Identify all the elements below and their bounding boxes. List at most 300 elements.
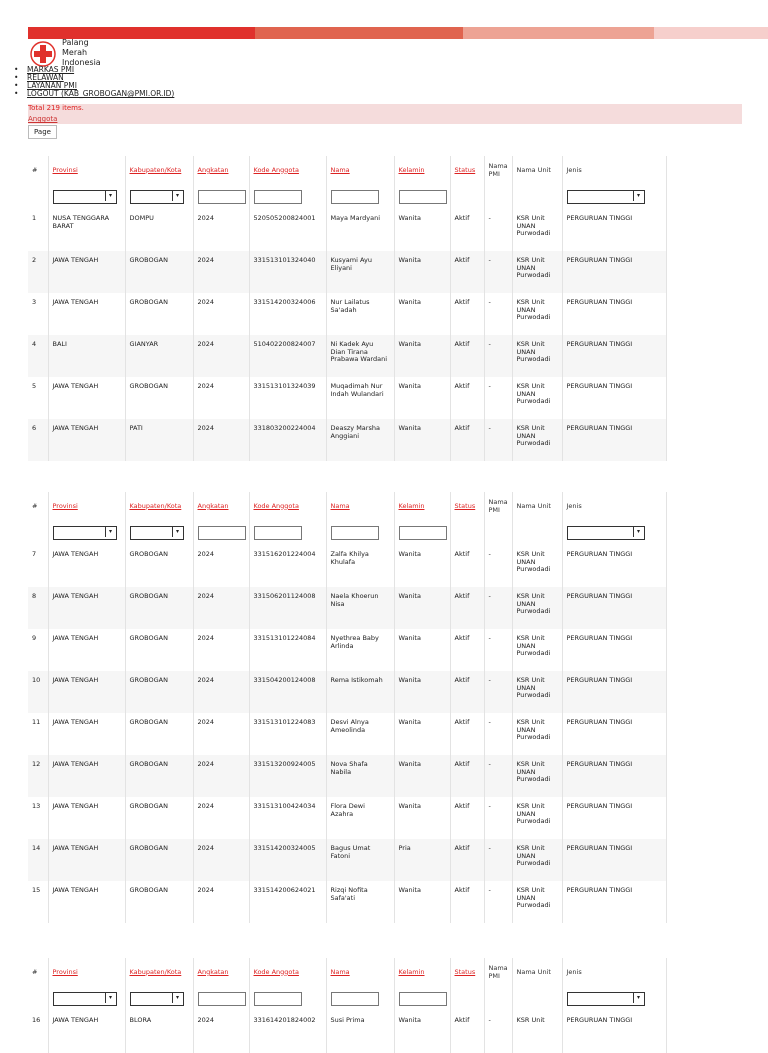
cell-kelamin: Wanita (394, 587, 450, 629)
sort-link-provinsi[interactable]: Provinsi (52, 165, 78, 174)
cell-jenis: PERGURUAN TINGGI (562, 797, 666, 839)
cell-nama-unit: KSR Unit UNAN Purwodadi (512, 881, 562, 923)
cell-kelamin: Wanita (394, 251, 450, 293)
filter-cell (28, 185, 48, 209)
logo-line: Palang (62, 38, 89, 47)
filter-cell (125, 185, 193, 209)
table-row[interactable] (28, 545, 666, 587)
filter-input-angkatan[interactable] (198, 526, 246, 540)
cell-kode: 331516201224004 (249, 545, 326, 587)
cell-nama: Kusyami Ayu Eliyani (326, 251, 394, 293)
cell-no: 9 (28, 629, 48, 671)
cell-kode: 331504200124008 (249, 671, 326, 713)
sort-link-nama[interactable]: Nama (330, 165, 350, 174)
chevron-down-icon[interactable]: ▾ (633, 527, 644, 537)
filter-input-kode[interactable] (254, 190, 302, 204)
table-row[interactable] (28, 335, 666, 377)
cell-jenis: PERGURUAN TINGGI (562, 839, 666, 881)
cell-kode: 331514200324006 (249, 293, 326, 335)
cell-kabupaten: PATI (125, 419, 193, 461)
members-table (28, 156, 667, 461)
sort-link-kabupaten[interactable]: Kabupaten/Kota (129, 165, 182, 174)
total-items-text: Total 219 items. (28, 104, 84, 112)
logo-line: Indonesia (62, 58, 101, 67)
filter-select-provinsi[interactable] (53, 992, 117, 1006)
table-row[interactable] (28, 377, 666, 419)
sort-link-status[interactable]: Status (454, 501, 476, 510)
cell-nama: Flora Dewi Azahra (326, 797, 394, 839)
cell-angkatan: 2024 (193, 377, 249, 419)
nav-item-relawan: • RELAWAN (14, 73, 64, 82)
cell-kode: 331514200324005 (249, 839, 326, 881)
sort-link-kelamin[interactable]: Kelamin (398, 165, 425, 174)
cell-nama-unit: KSR Unit (512, 1011, 562, 1053)
cell-kelamin: Wanita (394, 629, 450, 671)
filter-row (28, 185, 666, 209)
members-table (28, 958, 667, 1053)
cell-nama-unit: KSR Unit UNAN Purwodadi (512, 293, 562, 335)
cell-status: Aktif (450, 587, 484, 629)
logo-line: Merah (62, 48, 88, 57)
cell-nama-unit: KSR Unit UNAN Purwodadi (512, 419, 562, 461)
table-row[interactable] (28, 293, 666, 335)
filter-cell (125, 521, 193, 545)
column-header-status[interactable] (450, 156, 484, 185)
table-row[interactable] (28, 1011, 666, 1053)
cell-nama-pmi: - (484, 1011, 512, 1053)
table-row[interactable] (28, 251, 666, 293)
cell-jenis: PERGURUAN TINGGI (562, 419, 666, 461)
cell-kelamin: Wanita (394, 1011, 450, 1053)
column-header-nama-unit: Nama Unit (512, 156, 562, 185)
cell-kabupaten: GROBOGAN (125, 755, 193, 797)
cell-kode: 331513101324039 (249, 377, 326, 419)
cell-kabupaten: GROBOGAN (125, 671, 193, 713)
cell-jenis: PERGURUAN TINGGI (562, 587, 666, 629)
cell-nama-unit: KSR Unit UNAN Purwodadi (512, 839, 562, 881)
cell-angkatan: 2024 (193, 713, 249, 755)
filter-input-kelamin[interactable] (399, 992, 447, 1006)
table-row[interactable] (28, 713, 666, 755)
cell-jenis: PERGURUAN TINGGI (562, 629, 666, 671)
cell-nama-pmi: - (484, 839, 512, 881)
column-header-angkatan[interactable] (193, 492, 249, 521)
cell-no: 16 (28, 1011, 48, 1053)
chevron-down-icon[interactable]: ▾ (633, 993, 644, 1003)
cell-nama: Bagus Umat Fatoni (326, 839, 394, 881)
sort-link-kabupaten[interactable]: Kabupaten/Kota (129, 501, 182, 510)
filter-input-kode[interactable] (254, 526, 302, 540)
cell-nama: Maya Mardyani (326, 209, 394, 251)
cell-nama: Muqadimah Nur Indah Wulandari (326, 377, 394, 419)
column-header-kabupaten[interactable] (125, 156, 193, 185)
cell-provinsi: JAWA TENGAH (48, 713, 125, 755)
sort-link-angkatan[interactable]: Angkatan (197, 165, 229, 174)
cell-status: Aktif (450, 839, 484, 881)
cell-kode: 331614201824002 (249, 1011, 326, 1053)
cell-no: 5 (28, 377, 48, 419)
brand-bar-salmon (463, 27, 654, 39)
sort-link-angkatan[interactable]: Angkatan (197, 967, 229, 976)
sort-link-kode[interactable]: Kode Anggota (253, 165, 299, 174)
cell-nama-unit: KSR Unit UNAN Purwodadi (512, 755, 562, 797)
cell-status: Aktif (450, 335, 484, 377)
column-header-kabupaten[interactable] (125, 958, 193, 987)
cell-kabupaten: GIANYAR (125, 335, 193, 377)
cell-nama: Rema Istikomah (326, 671, 394, 713)
cell-status: Aktif (450, 755, 484, 797)
filter-cell (48, 185, 125, 209)
cell-provinsi: NUSA TENGGARA BARAT (48, 209, 125, 251)
column-header-angkatan[interactable] (193, 156, 249, 185)
filter-cell (450, 521, 484, 545)
sort-link-provinsi[interactable]: Provinsi (52, 501, 78, 510)
filter-input-angkatan[interactable] (198, 992, 246, 1006)
nav-link-layanan[interactable]: LAYANAN PMI (27, 81, 77, 90)
cell-nama-pmi: - (484, 419, 512, 461)
cell-kabupaten: GROBOGAN (125, 797, 193, 839)
filter-select-kabupaten[interactable] (130, 190, 184, 204)
sort-link-kabupaten[interactable]: Kabupaten/Kota (129, 967, 182, 976)
cell-no: 14 (28, 839, 48, 881)
filter-row (28, 987, 666, 1011)
cell-jenis: PERGURUAN TINGGI (562, 881, 666, 923)
nav-link-logout[interactable]: LOGOUT (KAB_GROBOGAN@PMI.OR.ID) (27, 89, 175, 98)
filter-select-kabupaten[interactable] (130, 992, 184, 1006)
filter-select-jenis[interactable] (567, 526, 645, 540)
column-header-kelamin[interactable] (394, 958, 450, 987)
cell-nama-pmi: - (484, 545, 512, 587)
sort-link-status[interactable]: Status (454, 967, 476, 976)
cell-kode: 331513200924005 (249, 755, 326, 797)
cell-no: 11 (28, 713, 48, 755)
cell-provinsi: JAWA TENGAH (48, 545, 125, 587)
filter-cell (512, 521, 562, 545)
cell-nama: Naela Khoerun Nisa (326, 587, 394, 629)
table-row[interactable] (28, 881, 666, 923)
filter-cell (326, 987, 394, 1011)
cell-provinsi: JAWA TENGAH (48, 1011, 125, 1053)
column-header-nama[interactable] (326, 958, 394, 987)
filter-select-jenis[interactable] (567, 992, 645, 1006)
column-header-no: # (28, 492, 48, 521)
column-header-kelamin[interactable] (394, 492, 450, 521)
cell-kabupaten: GROBOGAN (125, 377, 193, 419)
cell-angkatan: 2024 (193, 1011, 249, 1053)
filter-cell (28, 521, 48, 545)
nav-link-relawan[interactable]: RELAWAN (27, 73, 64, 82)
column-header-kabupaten[interactable] (125, 492, 193, 521)
nav-item-markas: • MARKAS PMI (14, 65, 75, 74)
cell-kelamin: Wanita (394, 377, 450, 419)
page-button[interactable]: Page (28, 125, 57, 139)
cell-provinsi: JAWA TENGAH (48, 755, 125, 797)
sort-link-kode[interactable]: Kode Anggota (253, 967, 299, 976)
sort-link-status[interactable]: Status (454, 165, 476, 174)
table-row[interactable] (28, 209, 666, 251)
cell-nama-pmi: - (484, 293, 512, 335)
cell-kelamin: Wanita (394, 671, 450, 713)
cell-nama-pmi: - (484, 671, 512, 713)
cell-kabupaten: GROBOGAN (125, 839, 193, 881)
cell-kelamin: Wanita (394, 335, 450, 377)
cell-no: 2 (28, 251, 48, 293)
column-header-nama-unit: Nama Unit (512, 492, 562, 521)
cell-nama: Ni Kadek Ayu Dian Tirana Prabawa Wardani (326, 335, 394, 377)
filter-row (28, 521, 666, 545)
cell-no: 4 (28, 335, 48, 377)
cell-provinsi: JAWA TENGAH (48, 587, 125, 629)
cell-status: Aktif (450, 881, 484, 923)
cell-nama-pmi: - (484, 251, 512, 293)
cell-nama-unit: KSR Unit UNAN Purwodadi (512, 797, 562, 839)
table-header-row (28, 958, 666, 987)
filter-input-nama[interactable] (331, 190, 379, 204)
sort-link-nama[interactable]: Nama (330, 967, 350, 976)
chevron-down-icon[interactable]: ▾ (172, 993, 183, 1003)
column-header-no: # (28, 156, 48, 185)
column-header-nama-unit: Nama Unit (512, 958, 562, 987)
cell-status: Aktif (450, 419, 484, 461)
cell-no: 12 (28, 755, 48, 797)
anggota-title[interactable]: Anggota (28, 115, 58, 123)
cell-kabupaten: GROBOGAN (125, 713, 193, 755)
cell-nama-pmi: - (484, 797, 512, 839)
cell-status: Aktif (450, 1011, 484, 1053)
cell-kode: 331513101224084 (249, 629, 326, 671)
cell-no: 13 (28, 797, 48, 839)
cell-kelamin: Pria (394, 839, 450, 881)
filter-input-kelamin[interactable] (399, 190, 447, 204)
cell-kode: 510402200824007 (249, 335, 326, 377)
column-header-jenis: Jenis (562, 492, 666, 521)
chevron-down-icon[interactable]: ▾ (633, 191, 644, 201)
column-header-no: # (28, 958, 48, 987)
cell-kelamin: Wanita (394, 419, 450, 461)
cell-kelamin: Wanita (394, 881, 450, 923)
table-row[interactable] (28, 419, 666, 461)
cell-no: 1 (28, 209, 48, 251)
cell-nama-pmi: - (484, 335, 512, 377)
cell-jenis: PERGURUAN TINGGI (562, 671, 666, 713)
cell-nama-pmi: - (484, 629, 512, 671)
cell-provinsi: JAWA TENGAH (48, 629, 125, 671)
column-header-provinsi[interactable] (48, 958, 125, 987)
sort-link-nama[interactable]: Nama (330, 501, 350, 510)
cell-kode: 331514200624021 (249, 881, 326, 923)
table-header-row (28, 156, 666, 185)
table-row[interactable] (28, 671, 666, 713)
cell-no: 6 (28, 419, 48, 461)
filter-cell (562, 987, 666, 1011)
nav-item-layanan: • LAYANAN PMI (14, 81, 77, 90)
column-header-kelamin[interactable] (394, 156, 450, 185)
cell-kelamin: Wanita (394, 545, 450, 587)
cell-no: 3 (28, 293, 48, 335)
sort-link-angkatan[interactable]: Angkatan (197, 501, 229, 510)
cell-jenis: PERGURUAN TINGGI (562, 1011, 666, 1053)
filter-select-provinsi[interactable] (53, 526, 117, 540)
cell-kode: 331513100424034 (249, 797, 326, 839)
cell-jenis: PERGURUAN TINGGI (562, 713, 666, 755)
column-header-nama[interactable] (326, 156, 394, 185)
filter-input-angkatan[interactable] (198, 190, 246, 204)
cell-nama: Nova Shafa Nabila (326, 755, 394, 797)
cell-nama-unit: KSR Unit UNAN Purwodadi (512, 629, 562, 671)
filter-cell (193, 521, 249, 545)
chevron-down-icon[interactable]: ▾ (172, 191, 183, 201)
chevron-down-icon[interactable]: ▾ (105, 191, 116, 201)
cell-status: Aktif (450, 293, 484, 335)
cell-angkatan: 2024 (193, 881, 249, 923)
cell-angkatan: 2024 (193, 671, 249, 713)
filter-cell (484, 185, 512, 209)
cell-nama-unit: KSR Unit UNAN Purwodadi (512, 671, 562, 713)
cell-kelamin: Wanita (394, 209, 450, 251)
cell-kabupaten: GROBOGAN (125, 545, 193, 587)
column-header-kode[interactable] (249, 492, 326, 521)
column-header-angkatan[interactable] (193, 958, 249, 987)
cell-status: Aktif (450, 629, 484, 671)
cell-nama-pmi: - (484, 209, 512, 251)
column-header-status[interactable] (450, 958, 484, 987)
filter-select-provinsi[interactable] (53, 190, 117, 204)
filter-cell (450, 185, 484, 209)
members-table (28, 492, 667, 923)
filter-cell (450, 987, 484, 1011)
cell-angkatan: 2024 (193, 335, 249, 377)
filter-cell (326, 521, 394, 545)
table-row[interactable] (28, 797, 666, 839)
table-row[interactable] (28, 755, 666, 797)
cell-jenis: PERGURUAN TINGGI (562, 209, 666, 251)
filter-input-kode[interactable] (254, 992, 302, 1006)
filter-input-kelamin[interactable] (399, 526, 447, 540)
filter-cell (512, 987, 562, 1011)
filter-cell (193, 185, 249, 209)
filter-cell (562, 185, 666, 209)
filter-input-nama[interactable] (331, 992, 379, 1006)
cell-angkatan: 2024 (193, 797, 249, 839)
filter-cell (562, 521, 666, 545)
cell-nama-unit: KSR Unit UNAN Purwodadi (512, 377, 562, 419)
filter-cell (125, 987, 193, 1011)
cell-kelamin: Wanita (394, 293, 450, 335)
brand-bar-pale (654, 27, 768, 39)
sort-link-kelamin[interactable]: Kelamin (398, 501, 425, 510)
cell-provinsi: JAWA TENGAH (48, 293, 125, 335)
cell-kelamin: Wanita (394, 755, 450, 797)
chevron-down-icon[interactable]: ▾ (105, 527, 116, 537)
sort-link-kelamin[interactable]: Kelamin (398, 967, 425, 976)
cell-nama-unit: KSR Unit UNAN Purwodadi (512, 713, 562, 755)
cell-status: Aktif (450, 251, 484, 293)
cell-angkatan: 2024 (193, 293, 249, 335)
cell-kabupaten: BLORA (125, 1011, 193, 1053)
cell-provinsi: JAWA TENGAH (48, 839, 125, 881)
cell-nama: Rizqi Nofita Safa'ati (326, 881, 394, 923)
cell-kode: 331506201124008 (249, 587, 326, 629)
filter-select-kabupaten[interactable] (130, 526, 184, 540)
main-nav (14, 66, 174, 98)
cell-kabupaten: DOMPU (125, 209, 193, 251)
cell-status: Aktif (450, 545, 484, 587)
cell-provinsi: JAWA TENGAH (48, 881, 125, 923)
column-header-provinsi[interactable] (48, 492, 125, 521)
filter-cell (512, 185, 562, 209)
column-header-status[interactable] (450, 492, 484, 521)
filter-cell (48, 987, 125, 1011)
cell-angkatan: 2024 (193, 419, 249, 461)
sort-link-provinsi[interactable]: Provinsi (52, 967, 78, 976)
cell-no: 10 (28, 671, 48, 713)
column-header-jenis: Jenis (562, 156, 666, 185)
sort-link-kode[interactable]: Kode Anggota (253, 501, 299, 510)
summary-panel (28, 104, 742, 124)
cell-kabupaten: GROBOGAN (125, 251, 193, 293)
filter-cell (48, 521, 125, 545)
cell-kelamin: Wanita (394, 797, 450, 839)
column-header-nama[interactable] (326, 492, 394, 521)
chevron-down-icon[interactable]: ▾ (105, 993, 116, 1003)
filter-cell (249, 987, 326, 1011)
cell-nama: Deaszy Marsha Anggiani (326, 419, 394, 461)
table-row[interactable] (28, 839, 666, 881)
cell-angkatan: 2024 (193, 587, 249, 629)
cell-provinsi: JAWA TENGAH (48, 251, 125, 293)
filter-cell (484, 521, 512, 545)
filter-cell (193, 987, 249, 1011)
cell-kode: 331803200224004 (249, 419, 326, 461)
cell-kode: 520505200824001 (249, 209, 326, 251)
cell-provinsi: JAWA TENGAH (48, 797, 125, 839)
column-header-kode[interactable] (249, 958, 326, 987)
cell-nama-pmi: - (484, 587, 512, 629)
logo-text (62, 38, 101, 68)
cell-nama-unit: KSR Unit UNAN Purwodadi (512, 587, 562, 629)
cell-status: Aktif (450, 713, 484, 755)
cell-kabupaten: GROBOGAN (125, 629, 193, 671)
cell-nama-unit: KSR Unit UNAN Purwodadi (512, 209, 562, 251)
cell-nama: Nyethrea Baby Arlinda (326, 629, 394, 671)
nav-link-markas[interactable]: MARKAS PMI (27, 65, 75, 74)
cell-provinsi: JAWA TENGAH (48, 419, 125, 461)
chevron-down-icon[interactable]: ▾ (172, 527, 183, 537)
filter-cell (394, 185, 450, 209)
column-header-jenis: Jenis (562, 958, 666, 987)
cell-nama-unit: KSR Unit UNAN Purwodadi (512, 335, 562, 377)
cell-jenis: PERGURUAN TINGGI (562, 251, 666, 293)
cell-provinsi: JAWA TENGAH (48, 377, 125, 419)
table-row[interactable] (28, 587, 666, 629)
cell-nama-unit: KSR Unit UNAN Purwodadi (512, 545, 562, 587)
cell-status: Aktif (450, 377, 484, 419)
cell-nama: Nur Lailatus Sa'adah (326, 293, 394, 335)
cell-angkatan: 2024 (193, 545, 249, 587)
filter-cell (394, 521, 450, 545)
column-header-provinsi[interactable] (48, 156, 125, 185)
red-cross-logo-icon[interactable] (30, 41, 56, 67)
cell-nama: Desvi Alnya Ameolinda (326, 713, 394, 755)
filter-select-jenis[interactable] (567, 190, 645, 204)
filter-cell (249, 521, 326, 545)
filter-input-nama[interactable] (331, 526, 379, 540)
cell-nama: Susi Prima (326, 1011, 394, 1053)
column-header-kode[interactable] (249, 156, 326, 185)
filter-cell (484, 987, 512, 1011)
cell-kelamin: Wanita (394, 713, 450, 755)
table-row[interactable] (28, 629, 666, 671)
